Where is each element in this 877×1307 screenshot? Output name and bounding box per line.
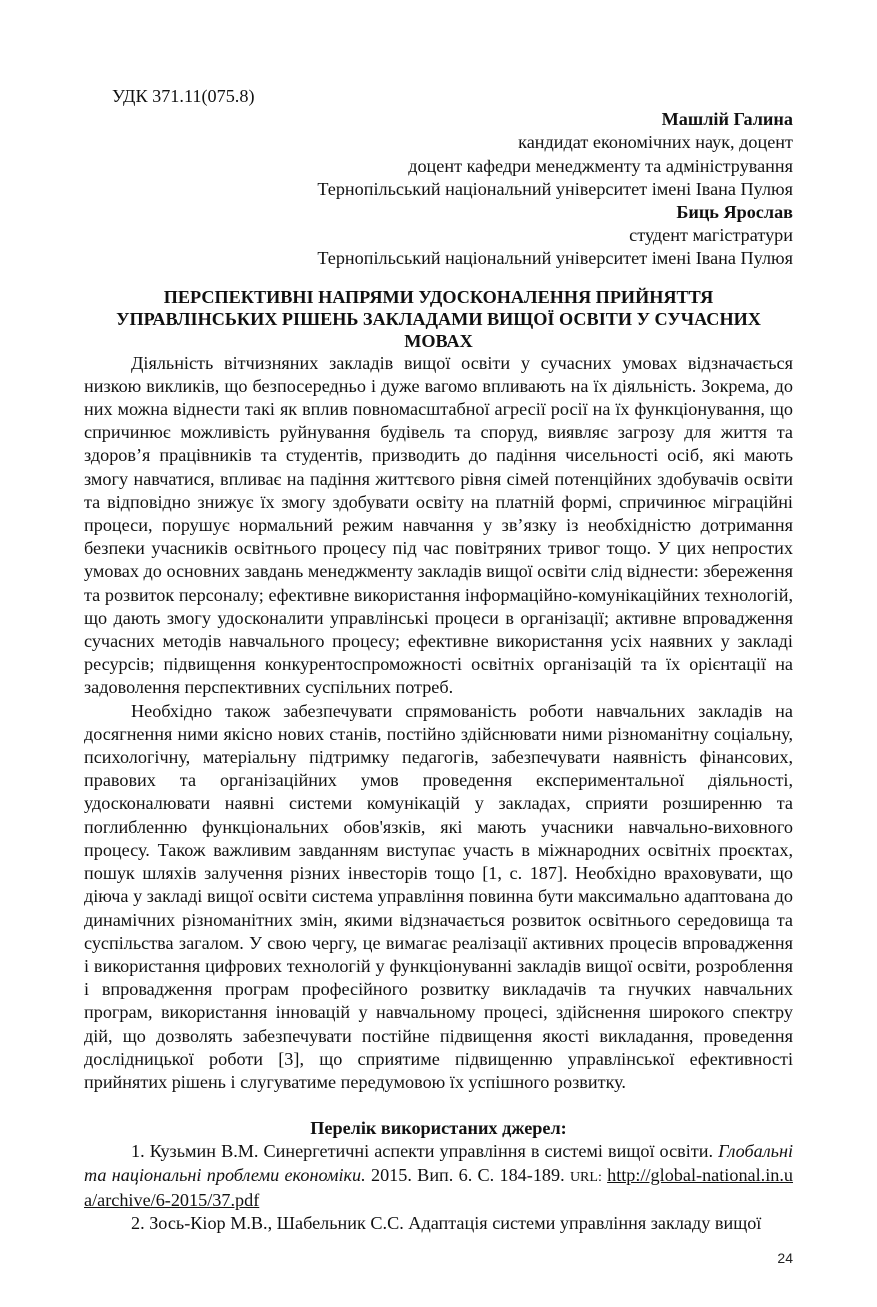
reference-url-link[interactable]: http://global-national.in.ua/archive/6-2015/37.pdf	[84, 1164, 793, 1210]
author-name: Машлій Галина	[661, 109, 793, 130]
reference-item	[84, 1212, 793, 1235]
article-title-line: ПЕРСПЕКТИВНІ НАПРЯМИ УДОСКОНАЛЕННЯ ПРИЙНЯТТЯ	[163, 286, 714, 307]
reference-text: Кузьмин В.М. Синергетичні аспекти управління в системі вищої освіти.	[149, 1141, 714, 1162]
page-number: 24	[777, 1250, 793, 1267]
author-position: доцент кафедри менеджменту та адміністрування	[408, 155, 793, 176]
reference-number: 2.	[131, 1212, 145, 1233]
body-paragraph: Необхідно також забезпечувати спрямованість роботи навчальних закладів на досягнення ними якісно нових станів, постійно здійснювати ними різноманітну соціальну, психологічну, матеріальну підтримку педагогів, забезпечувати наявність фінансових, правових та організаційних умов проведення експериментальної діяльності, удосконалювати наявні системи комунікацій у закладах, сприяти розширенню та поглибленню функціональних обов'язків, які мають учасники навчально-виховного процесу. Також важливим завданням виступає участь в міжнародних освітніх проєктах, пошук шляхів залучення різних інвесторів тощо [1, с. 187]. Необхідно враховувати, що діюча у закладі вищої освіти система управління повинна бути максимально адаптована до динамічних різноманітних змін, якими відзначається розвиток освітнього середовища та суспільства загалом. У свою чергу, це вимагає реалізації активних процесів впровадження і використання цифрових технологій у функціонуванні закладів вищої освіти, розроблення і впровадження програм професійного розвитку викладачів та гнучких навчальних програм, використання інновацій у навчальному процесі, здійснення широкого спектру дій, що дозволять забезпечувати постійне підвищення якості викладання, проведення дослідницької роботи [3], що сприятиме підвищенню управлінської ефективності прийнятих рішень і слугуватиме передумовою їх успішного розвитку.	[84, 700, 793, 1092]
reference-url-label: URL:	[569, 1169, 602, 1185]
author-affiliation: Тернопільський національний університет імені Івана Пулюя	[317, 178, 793, 199]
reference-journal: Глобальні та національні проблеми економіки.	[84, 1141, 794, 1185]
author-affiliation: Тернопільський національний університет імені Івана Пулюя	[317, 248, 793, 269]
author-block	[84, 108, 793, 270]
reference-number: 1.	[131, 1141, 145, 1162]
references-heading: Перелік використаних джерел:	[310, 1118, 567, 1139]
udc-code: УДК 371.11(075.8)	[112, 86, 255, 106]
body-paragraph: Діяльність вітчизняних закладів вищої освіти у сучасних умовах відзначається низкою викликів, що безпосередньо і дуже вагомо впливають на їх діяльність. Зокрема, до них можна віднести такі як вплив повномасштабної агресії росії на їх функціонування, що спричинює можливість руйнування будівель та споруд, виявляє загрозу для життя та здоров’я працівників та студентів, призводить до падіння чисельності осіб, які мають змогу навчатися, впливає на падіння життєвого рівня сімей потенційних здобувачів освіти та відповідно знижує їх змогу здобувати освіту на платній формі, спричинює міграційні процеси, порушує нормальний режим навчання у зв’язку із необхідністю дотримання безпеки учасників освітнього процесу під час повітряних тривог тощо. У цих непростих умовах до основних завдань менеджменту закладів вищої освіти слід віднести: збереження та розвиток персоналу; ефективне використання інформаційно-комунікаційних технологій, що дають змогу удосконалити управлінські процеси в організації; активне впровадження сучасних методів навчального процесу; ефективне використання усіх наявних у закладі ресурсів; підвищення конкурентоспроможності освітніх організацій та їх орієнтації на задоволення перспективних суспільних потреб.	[84, 352, 793, 698]
article-title-line: УПРАВЛІНСЬКИХ РІШЕНЬ ЗАКЛАДАМИ ВИЩОЇ ОСВІТИ У СУЧАСНИХ МОВАХ	[116, 308, 761, 351]
reference-item	[84, 1140, 793, 1212]
reference-details: 2015. Вип. 6. С. 184-189.	[370, 1164, 565, 1185]
author-position: студент магістратури	[629, 225, 793, 246]
author-degree: кандидат економічних наук, доцент	[518, 132, 793, 153]
article-title	[84, 286, 793, 352]
reference-text: Зось-Кіор М.В., Шабельник С.С. Адаптація системи управління закладу вищої	[149, 1212, 762, 1233]
author-name: Биць Ярослав	[676, 202, 793, 223]
